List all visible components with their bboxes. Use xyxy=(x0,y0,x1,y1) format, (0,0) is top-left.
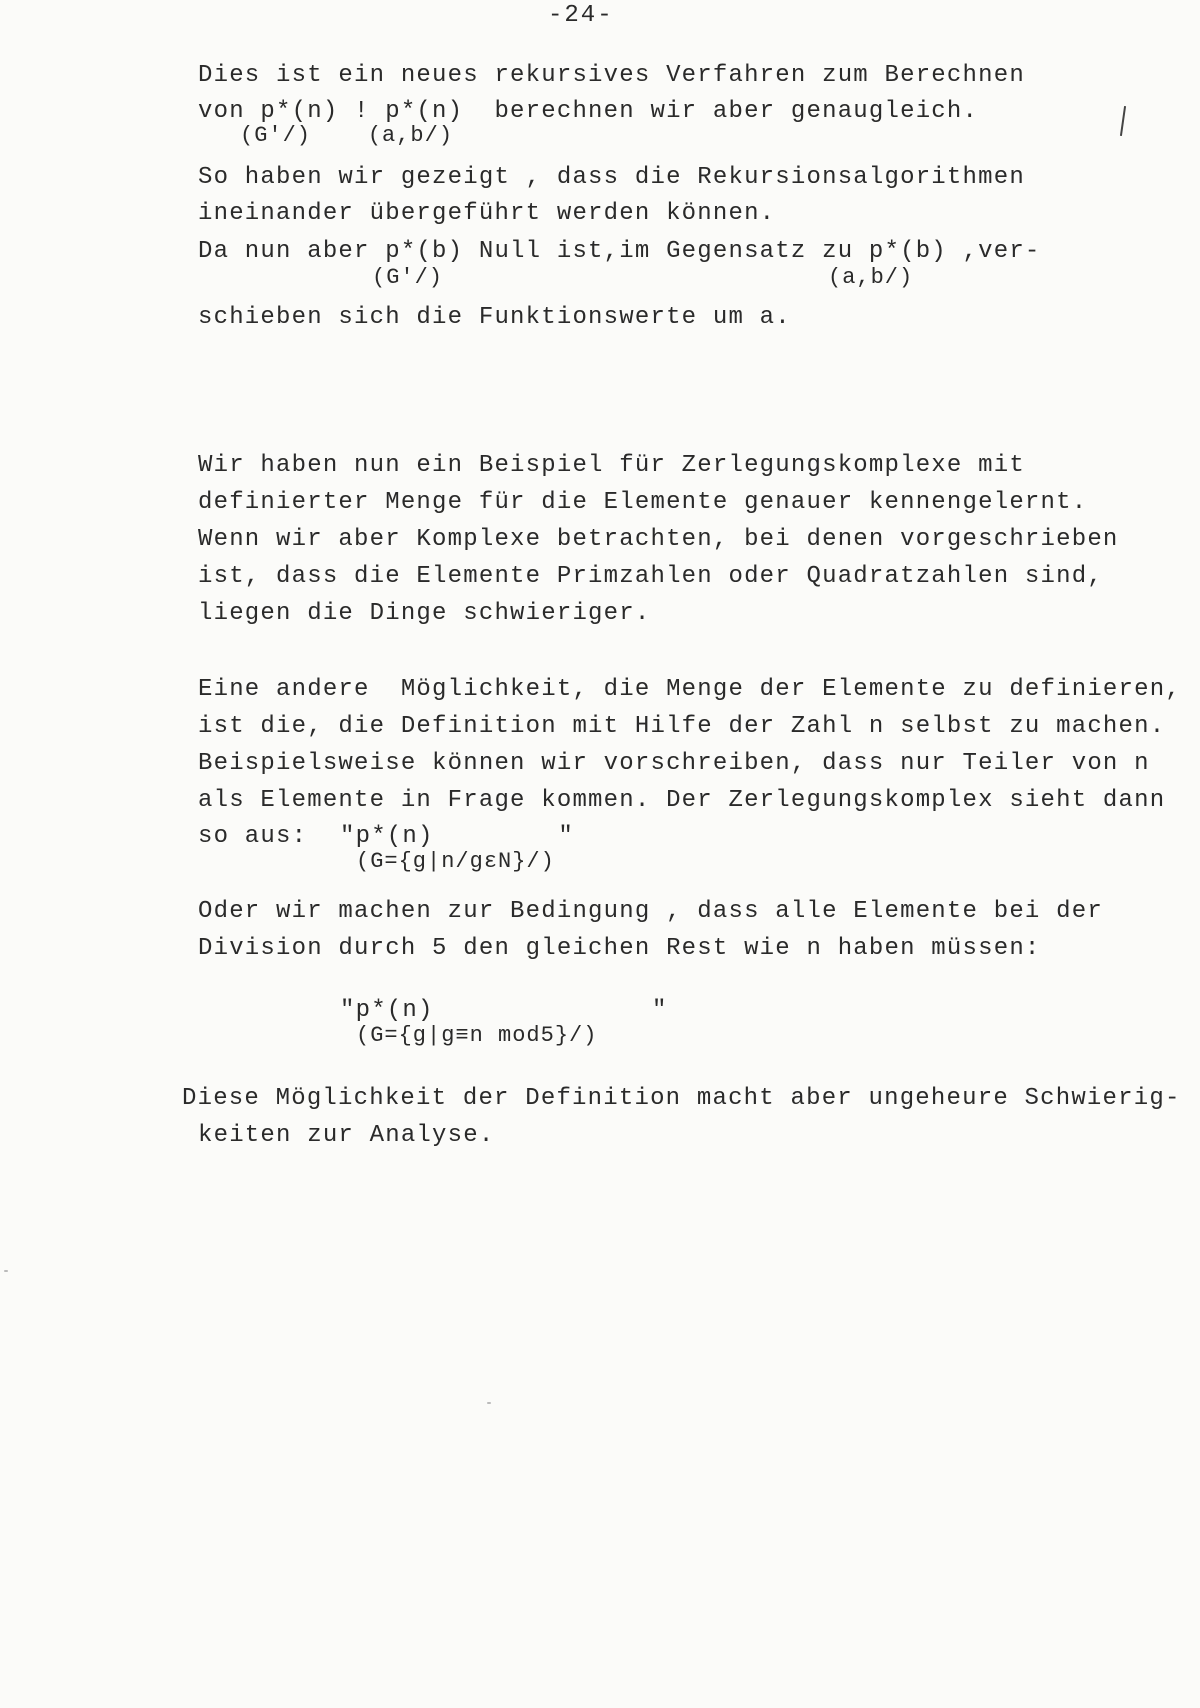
text-line: Da nun aber p*(b) Null ist,im Gegensatz zu p*(b) ,ver- xyxy=(198,238,1041,265)
text-line: schieben sich die Funktionswerte um a. xyxy=(198,304,791,331)
scan-speck xyxy=(4,1270,8,1272)
text-line: ist die, die Definition mit Hilfe der Zahl n selbst zu machen. xyxy=(198,713,1166,740)
text-line: Wir haben nun ein Beispiel für Zerlegungskomplexe mit xyxy=(198,452,1025,479)
scan-speck xyxy=(487,1402,491,1404)
formula-subscript: (G={g|g≡n mod5}/) xyxy=(356,1023,598,1048)
text-line: Diese Möglichkeit der Definition macht aber ungeheure Schwierig- xyxy=(182,1085,1181,1112)
text-line: definierter Menge für die Elemente genauer kennengelernt. xyxy=(198,489,1088,516)
page-number: -24- xyxy=(548,2,614,29)
text-line: als Elemente in Frage kommen. Der Zerlegungskomplex sieht dann xyxy=(198,787,1166,814)
text-line: keiten zur Analyse. xyxy=(198,1122,495,1149)
text-line: Beispielsweise können wir vorschreiben, dass nur Teiler von n xyxy=(198,750,1150,777)
text-line: Dies ist ein neues rekursives Verfahren zum Berechnen xyxy=(198,62,1025,89)
margin-mark xyxy=(1120,106,1126,136)
text-line: ineinander übergeführt werden können. xyxy=(198,200,776,227)
text-line: Oder wir machen zur Bedingung , dass alle Elemente bei der xyxy=(198,898,1103,925)
formula-subscript: (G'/) (a,b/) xyxy=(240,123,454,148)
formula-main: "p*(n) " xyxy=(340,997,668,1024)
formula-subscript: (G'/) xyxy=(372,265,444,290)
formula-main: "p*(n) " xyxy=(340,823,575,850)
text-line: liegen die Dinge schwieriger. xyxy=(198,600,651,627)
formula-subscript: (a,b/) xyxy=(828,265,914,290)
text-line: ist, dass die Elemente Primzahlen oder Quadratzahlen sind, xyxy=(198,563,1103,590)
text-line: von p*(n) ! p*(n) berechnen wir aber genaugleich. xyxy=(198,98,979,125)
text-line: So haben wir gezeigt , dass die Rekursionsalgorithmen xyxy=(198,164,1025,191)
formula-prefix: so aus: xyxy=(198,823,308,850)
text-line: Division durch 5 den gleichen Rest wie n haben müssen: xyxy=(198,935,1041,962)
text-line: Eine andere Möglichkeit, die Menge der Elemente zu definieren, xyxy=(198,676,1181,703)
text-line: Wenn wir aber Komplexe betrachten, bei denen vorgeschrieben xyxy=(198,526,1119,553)
formula-subscript: (G={g|n/gεN}/) xyxy=(356,849,555,874)
